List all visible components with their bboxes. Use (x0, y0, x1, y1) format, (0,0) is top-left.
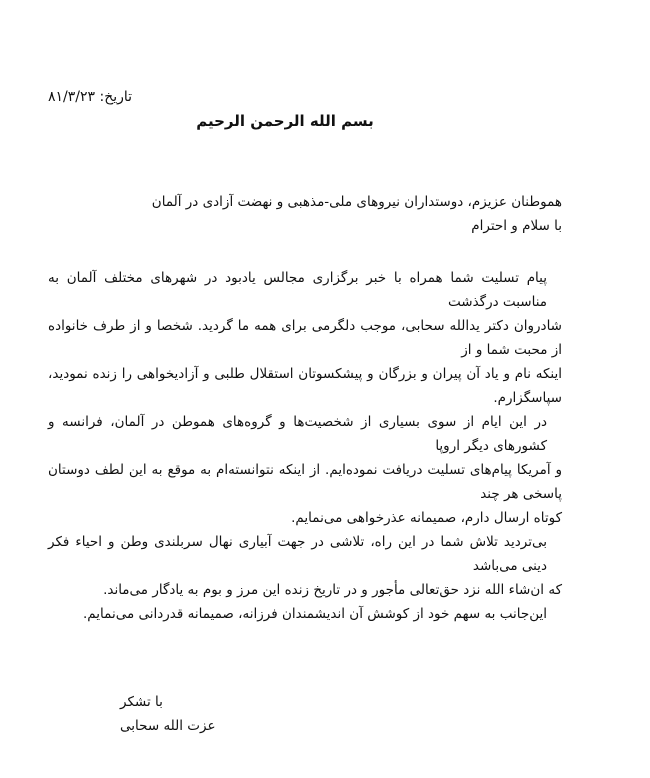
salutation (48, 190, 562, 238)
letter-date: تاریخ: ۸۱/۳/۲۳ (48, 89, 133, 105)
closing-thanks: با تشکر (120, 694, 163, 710)
body-line: پیام تسلیت شما همراه با خبر برگزاری مجالس یادبود در شهرهای مختلف آلمان به مناسبت درگذشت (48, 270, 547, 310)
body-line: که ان‌شاء الله نزد حق‌تعالی مأجور و در تاریخ زنده این مرز و بوم به یادگار می‌ماند. (103, 582, 562, 598)
letter-body (48, 266, 562, 626)
body-line: این‌جانب به سهم خود از کوشش آن اندیشمندان فرزانه، صمیمانه قدردانی می‌نمایم. (83, 606, 547, 622)
salutation-recipients: هموطنان عزیزم، دوستداران نیروهای ملی-مذهبی و نهضت آزادی در آلمان (151, 194, 562, 210)
body-line: بی‌تردید تلاش شما در این راه، تلاشی در جهت آبیاری نهال سربلندی وطن و احیاء فکر دینی می‌باشد (48, 534, 547, 574)
signature-name: عزت الله سحابی (120, 718, 216, 734)
letter-closing (48, 690, 562, 738)
body-line: اینکه نام و یاد آن پیران و بزرگان و پیشکسوتان استقلال طلبی و آزادیخواهی را زنده نمودید، سپاسگزارم. (48, 366, 562, 406)
body-line: و آمریکا پیام‌های تسلیت دریافت نموده‌ایم. از اینکه نتوانسته‌ام به موقع به این لطف دوستان پاسخی هر چند (48, 462, 562, 502)
body-line: کوتاه ارسال دارم، صمیمانه عذرخواهی می‌نمایم. (291, 510, 562, 526)
body-line: شادروان دکتر یدالله سحابی، موجب دلگرمی برای همه ما گردید. شخصا و از طرف خانواده از محبت شما و از (48, 318, 562, 358)
body-line: در این ایام از سوی بسیاری از شخصیت‌ها و گروه‌های هموطن در آلمان، فرانسه و کشورهای دیگر اروپا (48, 414, 547, 454)
letter-heading: بسم الله الرحمن الرحیم (196, 112, 374, 130)
salutation-greeting: با سلام و احترام (471, 218, 562, 234)
